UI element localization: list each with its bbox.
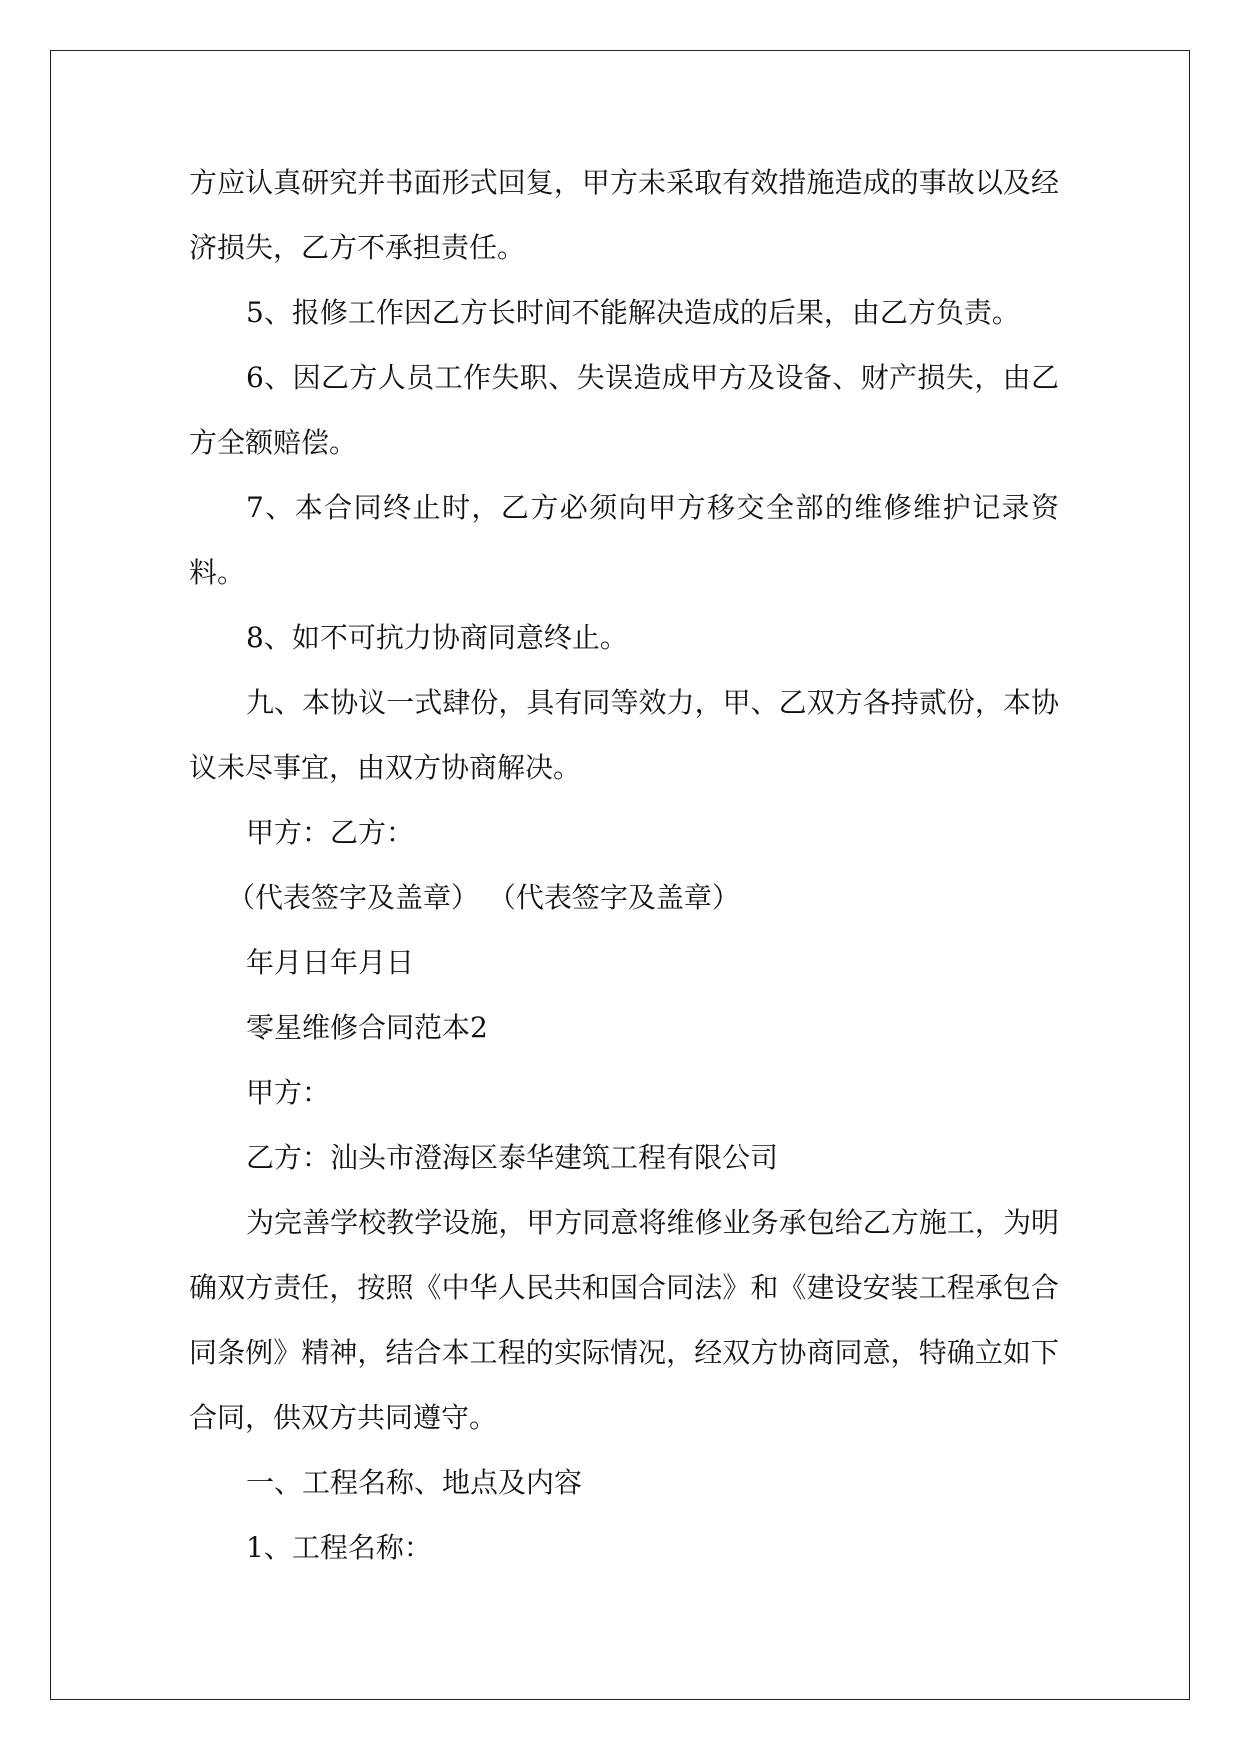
clause-6: 6、因乙方人员工作失职、失误造成甲方及设备、财产损失，由乙方全额赔偿。 [189,361,1059,459]
section-one-heading: 一、工程名称、地点及内容 [246,1466,583,1499]
date-line: 年月日年月日 [246,946,415,979]
document-body [189,150,1059,1580]
clause-5: 5、报修工作因乙方长时间不能解决造成的后果，由乙方负责。 [246,296,1020,329]
preamble-paragraph: 为完善学校教学设施，甲方同意将维修业务承包给乙方施工，为明确双方责任，按照《中华人民共和国合同法》和《建设安装工程承包合同条例》精神，结合本工程的实际情况，经双方协商同意，特确立如下合同，供双方共同遵守。 [189,1206,1059,1434]
parties-signature-line: 甲方：乙方： [246,816,415,849]
paragraph-liability: 方应认真研究并书面形式回复，甲方未采取有效措施造成的事故以及经济损失，乙方不承担责任。 [189,166,1059,264]
party-a-line: 甲方： [246,1076,331,1109]
clause-8: 8、如不可抗力协商同意终止。 [246,621,628,654]
signature-note: （代表签字及盖章） （代表签字及盖章） [227,881,740,914]
party-b-line: 乙方：汕头市澄海区泰华建筑工程有限公司 [246,1141,779,1174]
clause-nine: 九、本协议一式肆份，具有同等效力，甲、乙双方各持贰份，本协议未尽事宜，由双方协商解决。 [189,686,1059,784]
section-title-sample-2: 零星维修合同范本2 [246,1011,488,1044]
clause-7: 7、本合同终止时，乙方必须向甲方移交全部的维修维护记录资料。 [189,491,1059,589]
project-name-line: 1、工程名称： [246,1531,432,1564]
